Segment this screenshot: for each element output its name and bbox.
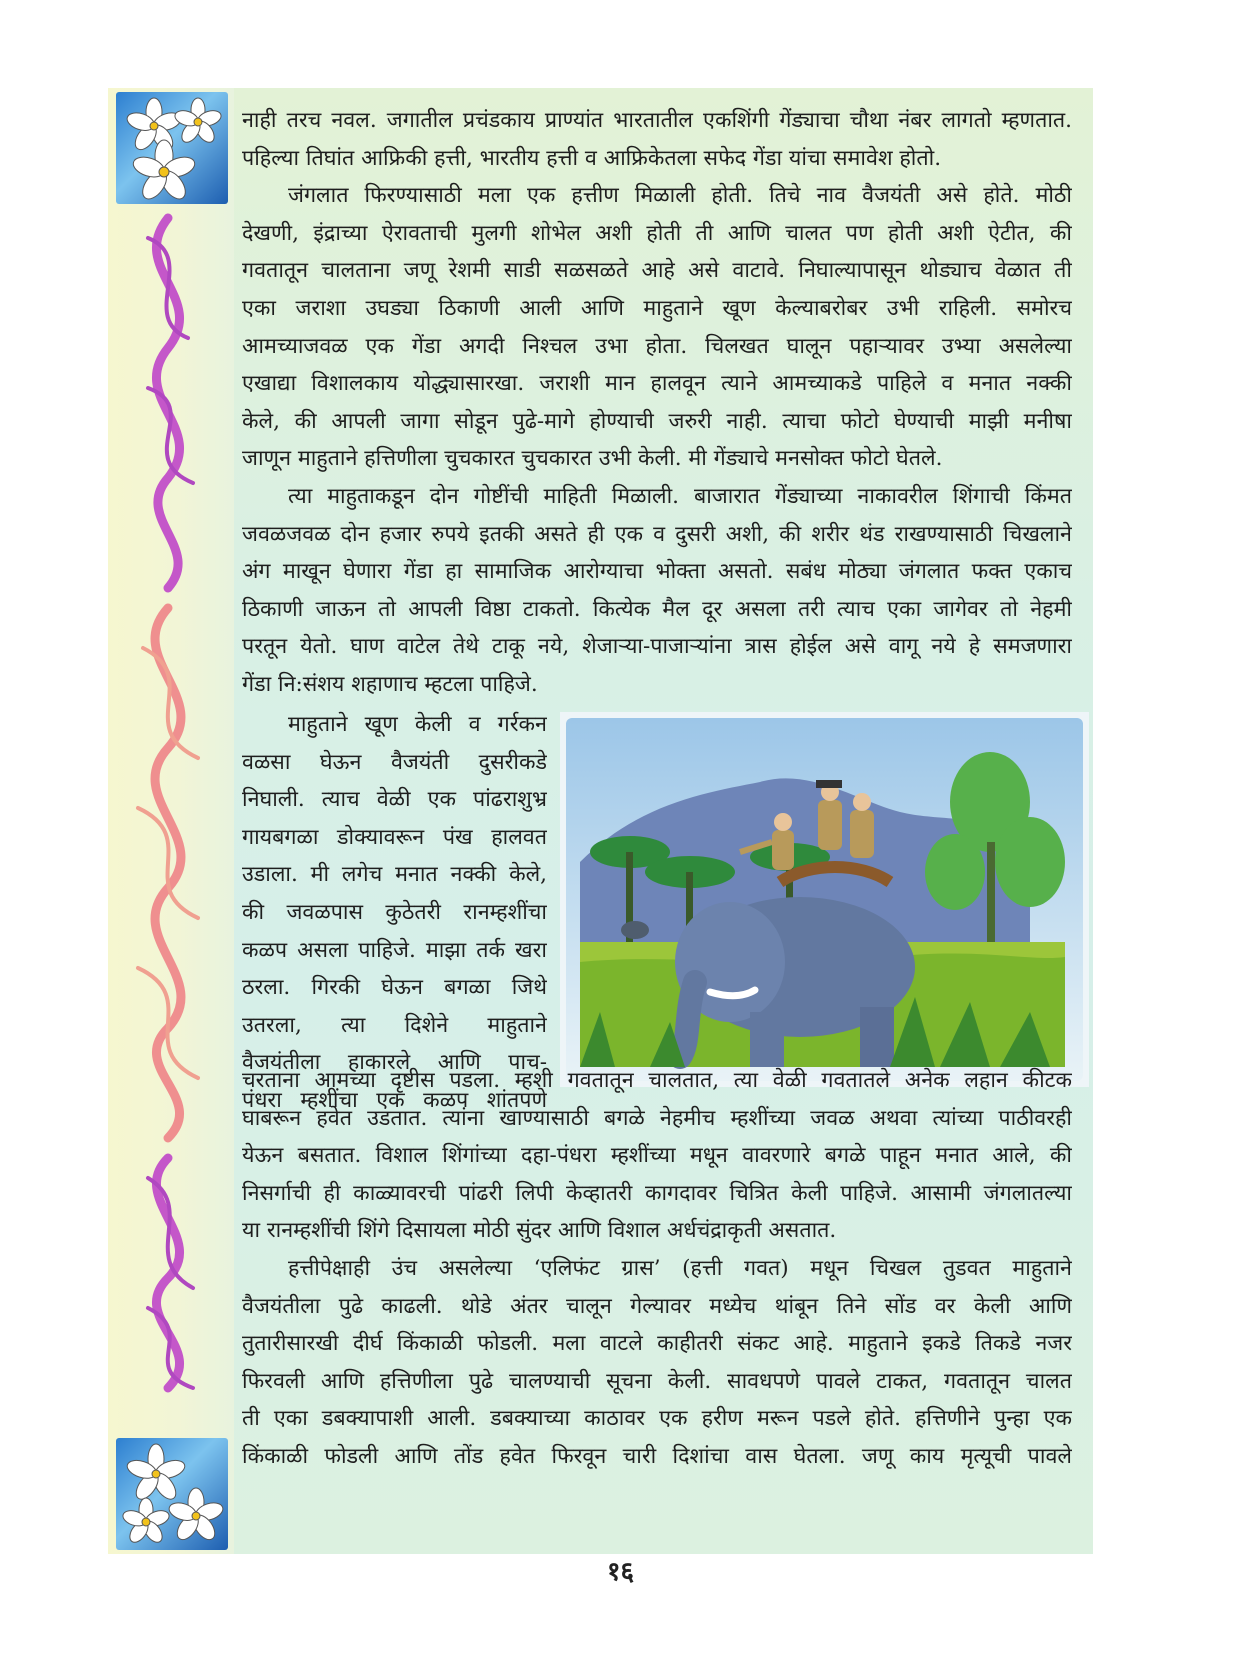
flourish-ornament	[108, 88, 234, 1554]
text-line: निसर्गाची ही काळ्यावरची पांढरी लिपी केव्हातरी कागदावर चित्रित केली पाहिजे. आसामी जंगलातल्या	[242, 1180, 1072, 1206]
flower-icon	[116, 1438, 228, 1550]
text-block-narrow	[242, 706, 547, 1120]
decorative-border	[108, 88, 234, 1554]
text-line: गायबगळा डोक्यावरून पंख हालवत	[242, 824, 547, 850]
text-line: वैजयंतीला हाकारले आणि पाच-	[242, 1050, 547, 1076]
text-line: चरताना आमच्या दृष्टीस पडला. म्हशी गवतातून चालतात, त्या वेळी गवतातले अनेक लहान कीटक	[242, 1068, 1072, 1093]
text-line: कळप असला पाहिजे. माझा तर्क खरा	[242, 937, 547, 963]
text-line: तुतारीसारखी दीर्घ किंकाळी फोडली. मला वाटले काहीतरी संकट आहे. माहुताने इकडे तिकडे नजर	[242, 1331, 1072, 1357]
text-line: ठिकाणी जाऊन तो आपली विष्ठा टाकतो. कित्येक मैल दूर असला तरी त्याच एका जागेवर तो नेहमी	[242, 596, 1072, 622]
text-line: उतरला, त्या दिशेने माहुताने	[242, 1012, 547, 1038]
text-line: गवतातून चालताना जणू रेशमी साडी सळसळते आहे असे वाटावे. निघाल्यापासून थोड्याच वेळात ती	[242, 258, 1072, 284]
text-line: पहिल्या तिघांत आफ्रिकी हत्ती, भारतीय हत्ती व आफ्रिकेतला सफेद गेंडा यांचा समावेश होतो.	[242, 145, 942, 171]
text-line: त्या माहुताकडून दोन गोष्टींची माहिती मिळाली. बाजारात गेंड्याच्या नाकावरील शिंगाची किंमत	[288, 483, 1072, 509]
text-line: हत्तीपेक्षाही उंच असलेल्या ‘एलिफंट ग्रास’ (हत्ती गवत) मधून चिखल तुडवत माहुताने	[288, 1255, 1072, 1281]
elephant-safari-illustration	[560, 712, 1089, 1087]
text-block-bottom	[242, 1062, 1072, 1476]
text-line: गेंडा नि:संशय शहाणाच म्हटला पाहिजे.	[242, 671, 538, 697]
text-line: ठरला. गिरकी घेऊन बगळा जिथे	[242, 975, 547, 1001]
text-line: ती एका डबक्यापाशी आली. डबक्याच्या काठावर एक हरीण मरून पडले होते. हत्तिणीने पुन्हा एक	[242, 1406, 1072, 1432]
text-line: एखाद्या विशालकाय योद्ध्यासारखा. जराशी मान हालवून त्याने आमच्याकडे पाहिले व मनात नक्की	[242, 371, 1072, 397]
text-line: वळसा घेऊन वैजयंती दुसरीकडे	[242, 749, 547, 775]
text-line: फिरवली आणि हत्तिणीला पुढे चालण्याची सूचना केली. सावधपणे पावले टाकत, गवतातून चालत	[242, 1368, 1072, 1394]
text-line: जाणून माहुताने हत्तिणीला चुचकारत चुचकारत उभी केली. मी गेंड्याचे मनसोक्त फोटो घेतले.	[242, 446, 943, 472]
text-line: किंकाळी फोडली आणि तोंड हवेत फिरवून चारी दिशांचा वास घेतला. जणू काय मृत्यूची पावले	[242, 1443, 1072, 1469]
text-block-top	[242, 102, 1072, 704]
text-line: या रानम्हशींची शिंगे दिसायला मोठी सुंदर आणि विशाल अर्धचंद्राकृती असतात.	[242, 1218, 837, 1244]
text-line: उडाला. मी लगेच मनात नक्की केले,	[242, 862, 547, 888]
flower-corner-bottom	[116, 1438, 228, 1550]
text-line: घाबरून हवेत उडतात. त्यांना खाण्यासाठी बगळे नेहमीच म्हशींच्या जवळ अथवा त्यांच्या पाठीवरही	[242, 1105, 1072, 1131]
text-line: की जवळपास कुठेतरी रानम्हशींचा	[242, 899, 547, 925]
text-line: नाही तरच नवल. जगातील प्रचंडकाय प्राण्यांत भारतातील एकशिंगी गेंड्याचा चौथा नंबर लागतो म्हणतात.	[242, 108, 1072, 133]
text-line: जवळजवळ दोन हजार रुपये इतकी असते ही एक व दुसरी अशी, की शरीर थंड राखण्यासाठी चिखलाने	[242, 521, 1072, 547]
text-line: आमच्याजवळ एक गेंडा अगदी निश्चल उभा होता. चिलखत घालून पहाऱ्यावर उभ्या असलेल्या	[242, 333, 1072, 359]
text-line: माहुताने खूण केली व गर्रकन	[288, 712, 547, 737]
text-line: परतून येतो. घाण वाटेल तेथे टाकू नये, शेजाऱ्या-पाजाऱ्यांना त्रास होईल असे वागू नये हे समजणारा	[242, 634, 1072, 660]
text-line: वैजयंतीला पुढे काढली. थोडे अंतर चालून गेल्यावर मध्येच थांबून तिने सोंड वर केली आणि	[242, 1293, 1072, 1319]
text-line: देखणी, इंद्राच्या ऐरावताची मुलगी शोभेल अशी होती ती आणि चालत पण होती अशी ऐटीत, की	[242, 220, 1072, 246]
text-line: येऊन बसतात. विशाल शिंगांच्या दहा-पंधरा म्हशींच्या मधून वावरणारे बगळे पाहून मनात आले, की	[242, 1143, 1072, 1169]
page-number: १६	[606, 1557, 635, 1587]
text-line: अंग माखून घेणारा गेंडा हा सामाजिक आरोग्याचा भोक्ता असतो. सबंध मोठ्या जंगलात फक्त एकाच	[242, 559, 1072, 585]
text-line: एका जराशा उघड्या ठिकाणी आली आणि माहुताने खूण केल्याबरोबर उभी राहिली. समोरच	[242, 295, 1072, 321]
text-line: जंगलात फिरण्यासाठी मला एक हत्तीण मिळाली होती. तिचे नाव वैजयंती असे होते. मोठी	[288, 183, 1072, 209]
text-line: निघाली. त्याच वेळी एक पांढराशुभ्र	[242, 787, 547, 813]
text-line: केले, की आपली जागा सोडून पुढे-मागे होण्याची जरुरी नाही. त्याचा फोटो घेण्याची माझी मनीषा	[242, 408, 1072, 434]
text-line: पंधरा म्हशींचा एक कळप शांतपणे	[242, 1087, 547, 1113]
